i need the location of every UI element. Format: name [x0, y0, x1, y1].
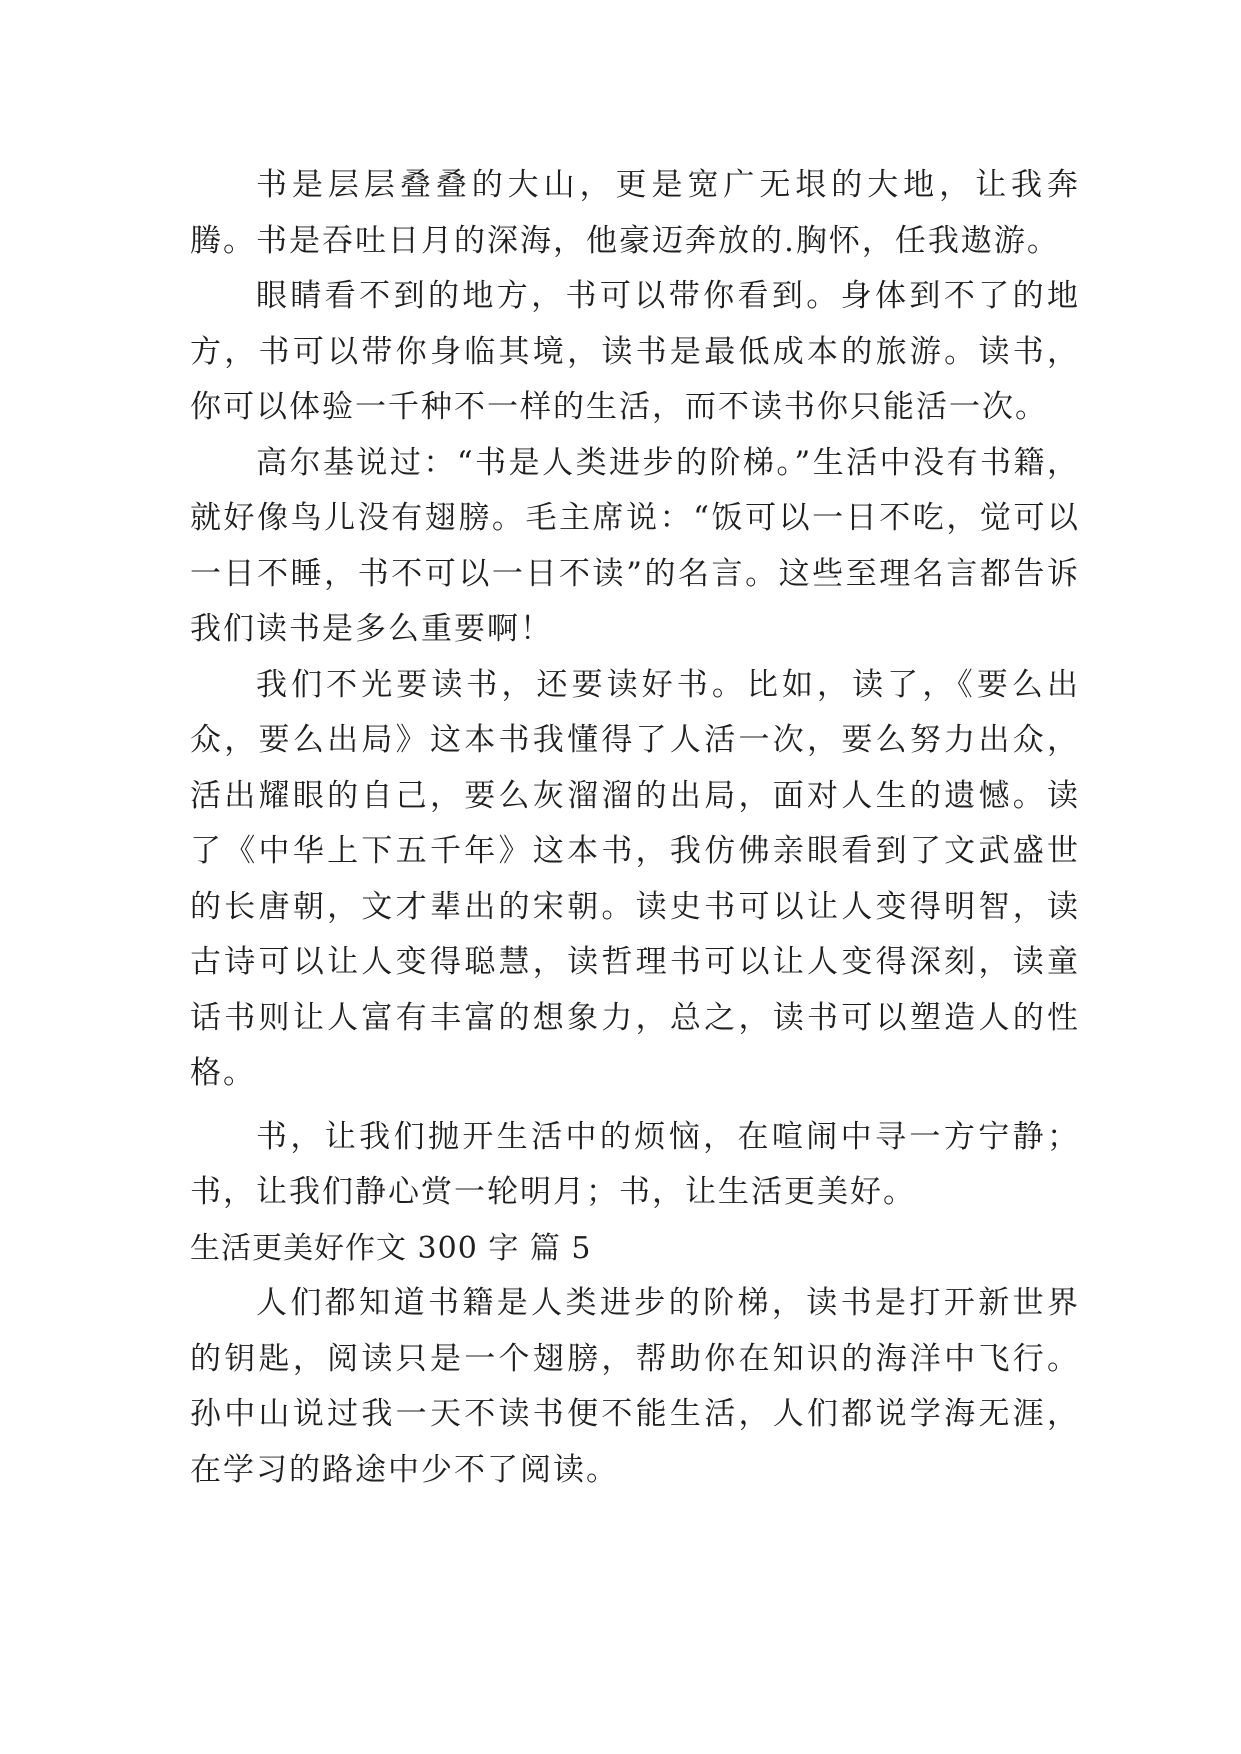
document-body: [190, 158, 1080, 1498]
paragraph-6: 人们都知道书籍是人类进步的阶梯，读书是打开新世界的钥匙，阅读只是一个翅膀，帮助你在知识的海洋中飞行。孙中山说过我一天不读书便不能生活，人们都说学海无涯，在学习的路途中少不了阅读。: [190, 1285, 1080, 1488]
paragraph-4: 我们不光要读书，还要读好书。比如，读了，《要么出众，要么出局》这本书我懂得了人活一次，要么努力出众，活出耀眼的自己，要么灰溜溜的出局，面对人生的遗憾。读了《中华上下五千年》这本书，我仿佛亲眼看到了文武盛世的长唐朝，文才辈出的宋朝。读史书可以让人变得明智，读古诗可以让人变得聪慧，读哲理书可以让人变得深刻，读童话书则让人富有丰富的想象力，总之，读书可以塑造人的性格。: [190, 666, 1080, 1091]
paragraph-5: 书，让我们抛开生活中的烦恼，在喧闹中寻一方宁静；书，让我们静心赏一轮明月；书，让生活更美好。: [190, 1118, 1080, 1210]
paragraph-1: 书是层层叠叠的大山，更是宽广无垠的大地，让我奔腾。书是吞吐日月的深海，他豪迈奔放的.胸怀，任我遨游。: [190, 167, 1080, 259]
section-heading: 生活更美好作文 300 字 篇 5: [190, 1230, 592, 1266]
paragraph-3: 高尔基说过：“书是人类进步的阶梯。”生活中没有书籍，就好像鸟儿没有翅膀。毛主席说：“饭可以一日不吃，觉可以一日不睡，书不可以一日不读”的名言。这些至理名言都告诉我们读书是多么重要啊！: [190, 444, 1080, 647]
paragraph-2: 眼睛看不到的地方，书可以带你看到。身体到不了的地方，书可以带你身临其境，读书是最低成本的旅游。读书，你可以体验一千种不一样的生活，而不读书你只能活一次。: [190, 278, 1080, 425]
